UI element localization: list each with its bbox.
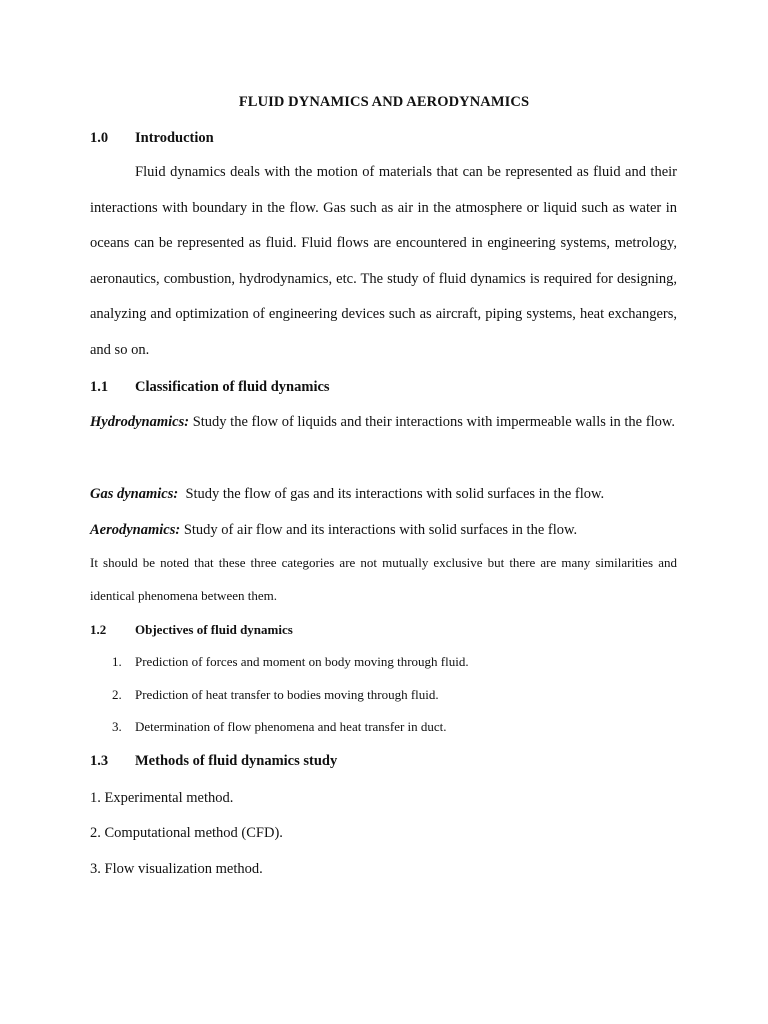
definition-aerodynamics: Study of air flow and its interactions with solid surfaces in the flow.	[180, 522, 578, 538]
classification-hydrodynamics	[90, 405, 677, 441]
classification-gas-dynamics	[90, 484, 677, 504]
definition-hydrodynamics: Study the flow of liquids and their interactions with impermeable walls in the flow.	[189, 414, 675, 430]
method-item: 2. Computational method (CFD).	[90, 825, 283, 841]
term-hydrodynamics: Hydrodynamics:	[90, 414, 190, 430]
section-title: Introduction	[135, 130, 214, 146]
section-heading-methods	[90, 751, 337, 771]
section-heading-classification	[90, 377, 330, 397]
section-title: Classification of fluid dynamics	[135, 379, 330, 395]
classification-aerodynamics	[90, 520, 677, 540]
classification-note: It should be noted that these three categories are not mutually exclusive but there are many similarities and identical phenomena between them.	[90, 555, 677, 603]
method-item: 1. Experimental method.	[90, 790, 234, 806]
list-number: 2.	[112, 687, 122, 702]
document-title: FLUID DYNAMICS AND AERODYNAMICS	[238, 94, 530, 110]
list-text: Prediction of forces and moment on body moving through fluid.	[135, 654, 469, 669]
term-aerodynamics: Aerodynamics:	[90, 522, 181, 538]
objective-item	[112, 652, 469, 672]
section-heading-introduction	[90, 128, 214, 148]
objective-item	[112, 685, 439, 705]
list-text: Determination of flow phenomena and heat transfer in duct.	[135, 719, 447, 734]
section-number: 1.3	[90, 753, 109, 769]
section-heading-objectives	[90, 620, 293, 640]
list-number: 3.	[112, 719, 122, 734]
section-number: 1.0	[90, 130, 109, 146]
section-number: 1.1	[90, 379, 109, 395]
method-item: 3. Flow visualization method.	[90, 861, 263, 877]
section-number: 1.2	[90, 622, 107, 637]
term-gas-dynamics: Gas dynamics:	[90, 486, 179, 502]
list-number: 1.	[112, 654, 122, 669]
section-title: Objectives of fluid dynamics	[135, 622, 293, 637]
section-title: Methods of fluid dynamics study	[135, 753, 338, 769]
list-text: Prediction of heat transfer to bodies moving through fluid.	[135, 687, 439, 702]
intro-paragraph: Fluid dynamics deals with the motion of materials that can be represented as fluid and their interactions with boundary in the flow. Gas such as air in the atmosphere or liquid such as water in oceans can be represented as fluid. Fluid flows are encountered in engineering systems, metrology, aeronautics, combustion, hydrodynamics, etc. The study of fluid dynamics is required for designing, analyzing and optimization of engineering devices such as aircraft, piping systems, heat exchangers, and so on.	[90, 164, 677, 358]
objective-item	[112, 717, 447, 737]
definition-gas-dynamics: Study the flow of gas and its interactions with solid surfaces in the flow.	[178, 486, 605, 502]
